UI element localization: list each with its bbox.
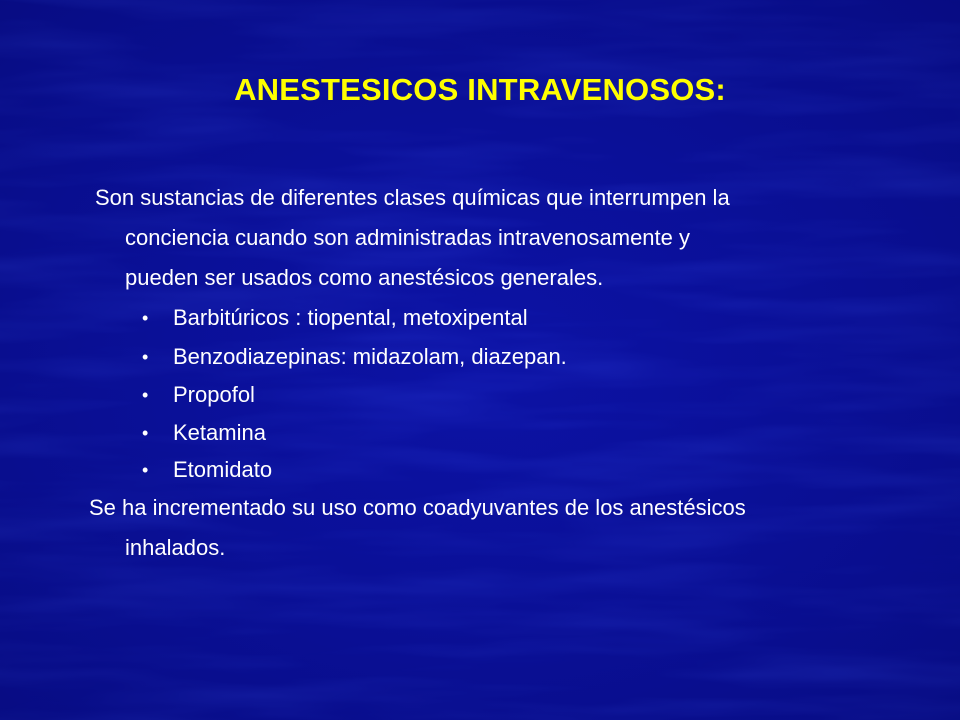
bullet-text: Barbitúricos : tiopental, metoxipental (173, 305, 528, 330)
slide-title: ANESTESICOS INTRAVENOSOS: (234, 72, 726, 107)
bullet-marker: • (142, 423, 149, 443)
bullet-marker: • (142, 308, 149, 328)
bullet-marker: • (142, 347, 149, 367)
bullet-text: Etomidato (173, 457, 273, 482)
closing-line-2: inhalados. (125, 535, 226, 560)
intro-line-3: pueden ser usados como anestésicos generales. (125, 265, 604, 290)
intro-line-2: conciencia cuando son administradas intravenosamente y (125, 225, 690, 250)
intro-line-1: Son sustancias de diferentes clases químicas que interrumpen la (95, 185, 730, 210)
closing-line-1: Se ha incrementado su uso como coadyuvantes de los anestésicos (89, 495, 746, 520)
bullet-text: Propofol (173, 382, 255, 407)
bullet-text: Ketamina (173, 420, 266, 445)
bullet-text: Benzodiazepinas: midazolam, diazepan. (173, 344, 567, 369)
bullet-marker: • (142, 385, 149, 405)
bullet-marker: • (142, 460, 149, 480)
